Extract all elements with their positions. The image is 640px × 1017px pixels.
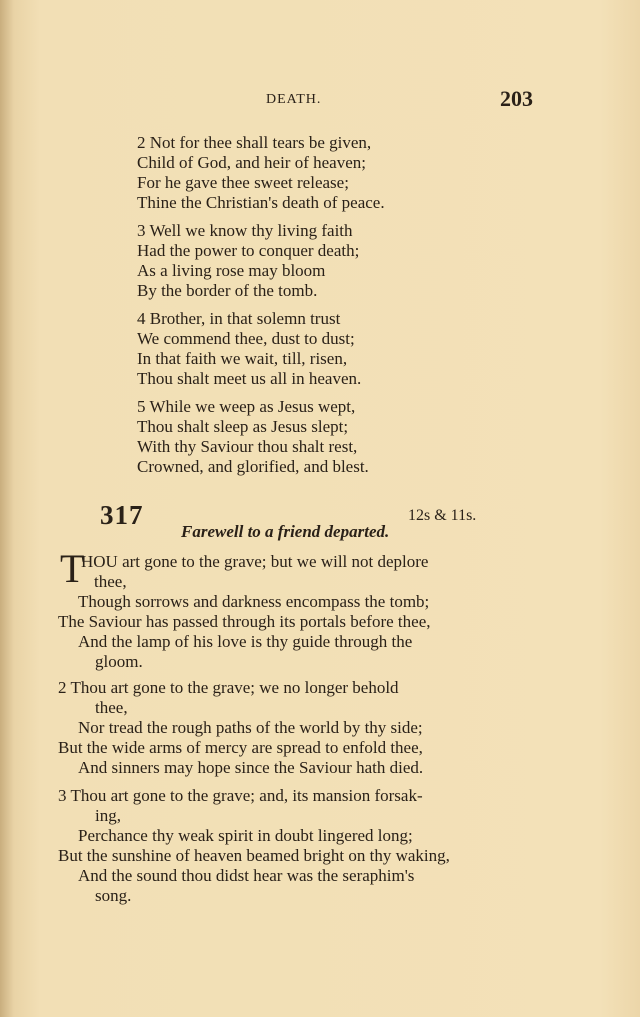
verse-line: And sinners may hope since the Saviour hath died.	[78, 758, 424, 777]
verse-line: 2 Thou art gone to the grave; we no longer behold	[58, 678, 399, 697]
stanza-4	[137, 309, 361, 389]
verse-line: 2 Not for thee shall tears be given,	[137, 133, 372, 152]
verse-line: Nor tread the rough paths of the world by thy side;	[78, 718, 423, 737]
verse-line: In that faith we wait, till, risen,	[137, 349, 348, 368]
verse-line: song.	[95, 886, 132, 905]
verse-line: Thou shalt meet us all in heaven.	[137, 369, 362, 388]
verse-line: But the wide arms of mercy are spread to enfold thee,	[58, 738, 423, 757]
verse-line: 3 Well we know thy living faith	[137, 221, 353, 240]
hymn-verse-3	[58, 786, 540, 906]
verse-line: We commend thee, dust to dust;	[137, 329, 355, 348]
verse-line: By the border of the tomb.	[137, 281, 318, 300]
hymn-meter: 12s & 11s.	[408, 507, 477, 524]
stanza-3	[137, 221, 359, 301]
verse-line: Perchance thy weak spirit in doubt lingered long;	[78, 826, 413, 845]
verse-line: And the sound thou didst hear was the seraphim's	[78, 866, 415, 885]
verse-line: The Saviour has passed through its portals before thee,	[58, 612, 431, 631]
verse-line: But the sunshine of heaven beamed bright on thy waking,	[58, 846, 450, 865]
verse-line: thee,	[95, 698, 128, 717]
verse-line: gloom.	[95, 652, 143, 671]
verse-line: Child of God, and heir of heaven;	[137, 153, 366, 172]
verse-line: As a living rose may bloom	[137, 261, 326, 280]
verse-line: thee,	[94, 572, 127, 591]
verse-line: For he gave thee sweet release;	[137, 173, 349, 192]
verse-line: Thine the Christian's death of peace.	[137, 193, 385, 212]
verse-line: 5 While we weep as Jesus wept,	[137, 397, 356, 416]
hymn-title: Farewell to a friend departed.	[181, 522, 390, 541]
running-head: DEATH.	[266, 92, 322, 107]
verse-line: Had the power to conquer death;	[137, 241, 360, 260]
verse-line: Though sorrows and darkness encompass the tomb;	[78, 592, 430, 611]
hymn-verse-1	[58, 552, 540, 672]
page-number: 203	[500, 86, 533, 111]
verse-line: Thou shalt sleep as Jesus slept;	[137, 417, 349, 436]
hymn-verse-2	[58, 678, 540, 778]
stanza-2	[137, 133, 385, 213]
stanza-5	[137, 397, 369, 477]
verse-line: HOU art gone to the grave; but we will not deplore	[81, 552, 429, 571]
verse-line: ing,	[95, 806, 121, 825]
hymn-number: 317	[100, 500, 144, 530]
verse-line: 4 Brother, in that solemn trust	[137, 309, 341, 328]
verse-line: And the lamp of his love is thy guide through the	[78, 632, 413, 651]
drop-cap: T	[60, 546, 85, 591]
verse-line: Crowned, and glorified, and blest.	[137, 457, 369, 476]
verse-line: With thy Saviour thou shalt rest,	[137, 437, 358, 456]
verse-line: 3 Thou art gone to the grave; and, its mansion forsak-	[58, 786, 423, 805]
